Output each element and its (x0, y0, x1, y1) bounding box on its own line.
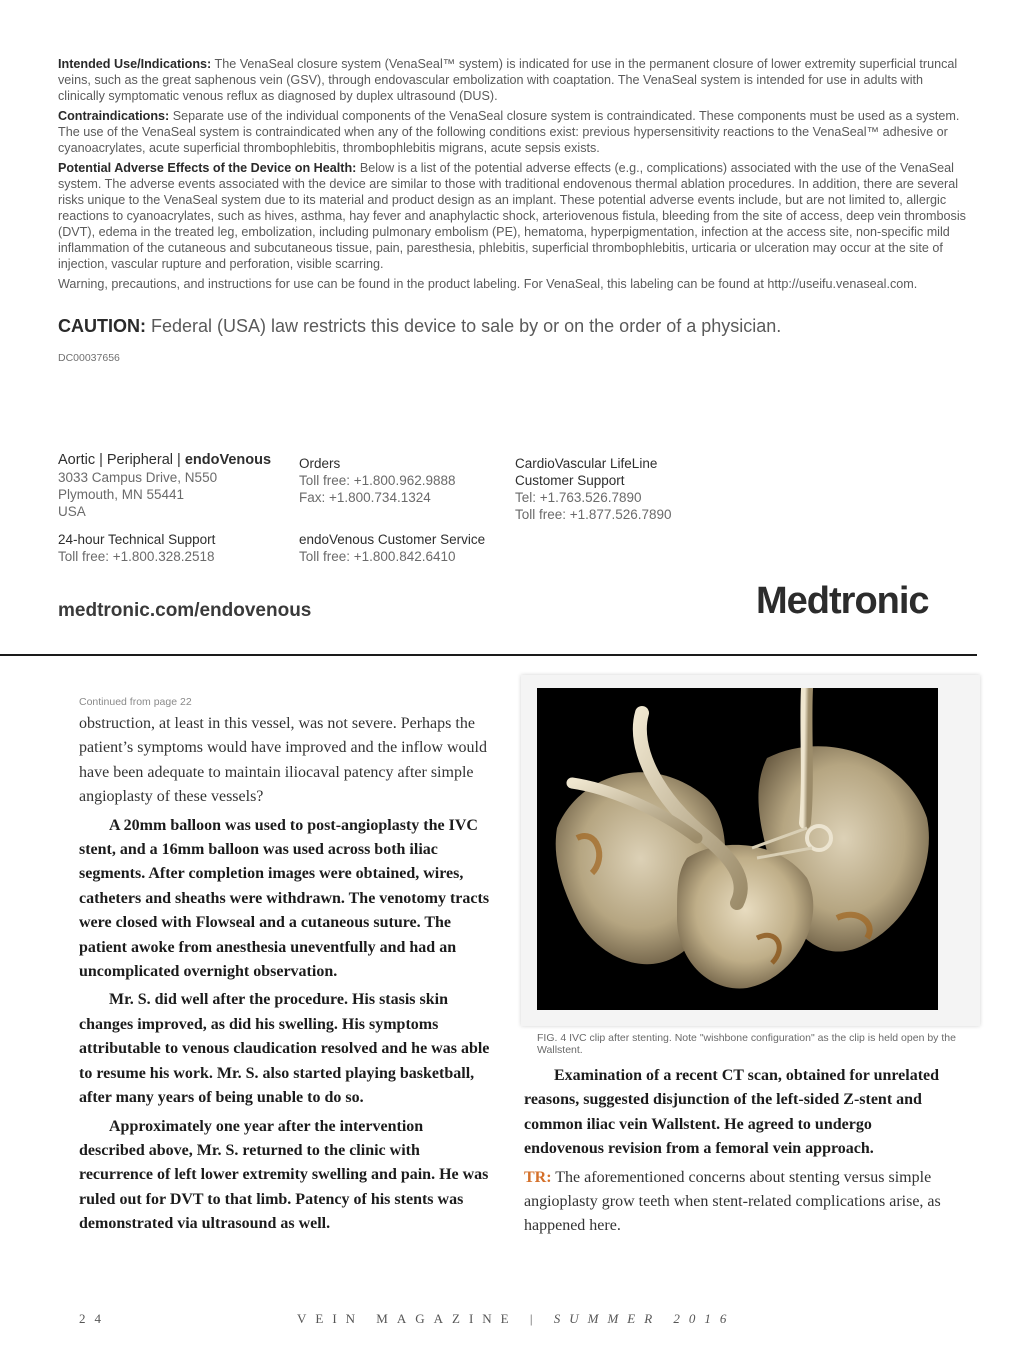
issue-label: SUMMER 2016 (553, 1311, 736, 1326)
contraindications-heading: Contraindications: (58, 109, 170, 123)
figure-caption: FIG. 4 IVC clip after stenting. Note "wishbone configuration" as the clip is held open by the Wallstent. (537, 1032, 956, 1056)
adverse-effects-heading: Potential Adverse Effects of the Device on Health: (58, 161, 357, 175)
intended-use-heading: Intended Use/Indications: (58, 57, 212, 71)
orders-line: Fax: +1.800.734.1324 (299, 490, 431, 505)
contraindications-paragraph (58, 108, 970, 156)
orders-heading: Orders (299, 456, 341, 471)
adverse-effects-text: Below is a list of the potential adverse effects (e.g., complications) associated with the use of the VenaSeal system. The adverse events associated with the device are similar to those with traditional endovenous thermal ablation procedures. In addition, there are several risks unique to the VenaSeal system due to its material and product design as an implant. These potential adverse events include, but are not limited to, allergic reactions to cyanoacrylates, such as hives, asthma, hay fever and anaphylactic shock, arteriovenous fistula, bleeding from the site of access, deep vein thrombosis (DVT), edema in the treated leg, embolization, including pulmonary embolism (PE), hematoma, hyperpigmentation, infection at the access site, non-specific mild inflammation of the cutaneous and subcutaneous tissue, pain, paresthesia, phlebitis, superficial thrombophlebitis, urticaria or ulceration may occur at the site of injection, vascular rupture and perforation, visible scarring. (58, 161, 966, 271)
indications-block (58, 56, 970, 296)
article-paragraph: obstruction, at least in this vessel, was not severe. Perhaps the patient’s symptoms would have improved and the inflow would have been adequate to maintain iliocaval patency after simple angioplasty of these vessels? (79, 715, 487, 806)
lifeline-contact (515, 455, 672, 523)
page-number: 24 (79, 1311, 110, 1326)
article-left-column (79, 712, 491, 1241)
lifeline-heading: Customer Support (515, 473, 625, 488)
caution-statement (58, 316, 781, 337)
tech-support-phone: Toll free: +1.800.328.2518 (58, 549, 215, 564)
article-right-column (524, 1064, 944, 1243)
tr-label: TR: (524, 1168, 552, 1186)
division-bold: endoVenous (184, 452, 272, 468)
warning-paragraph: Warning, precautions, and instructions for use can be found in the product labeling. For VenaSeal, this labeling can be found at http://useifu.venaseal.com. (58, 277, 918, 291)
customer-service-heading: endoVenous Customer Service (299, 532, 486, 547)
contraindications-text: Separate use of the individual components of the VenaSeal closure system is contraindicated. These components must be used as a system. The use of the VenaSeal system is contraindicated when any of the following conditions exist: previous hypersensitivity reactions to the VenaSeal™ adhesive or cyanoacrylates, acute superficial thrombophlebitis, thrombophlebitis migrans, acute sepsis exists. (58, 109, 960, 155)
customer-service-phone: Toll free: +1.800.842.6410 (299, 549, 456, 564)
lifeline-line: Tel: +1.763.526.7890 (515, 490, 642, 505)
ct-render-illustration (537, 688, 938, 1010)
adverse-effects-paragraph (58, 160, 970, 272)
medtronic-logo: Medtronic (756, 580, 929, 622)
address-line: Plymouth, MN 55441 (58, 487, 185, 502)
ct-scan-image (537, 688, 938, 1010)
intended-use-paragraph (58, 56, 970, 104)
document-code: DC00037656 (58, 352, 120, 364)
article-paragraph: Mr. S. did well after the procedure. His stasis skin changes improved, as did his swelling. His symptoms attributable to venous claudication resolved and he was able to resume his work. Mr. S. also started playing basketball, after many years of being unable to do so. (79, 991, 490, 1107)
section-divider (0, 654, 977, 656)
caution-label: CAUTION: (58, 316, 146, 336)
article-paragraph: Approximately one year after the intervention described above, Mr. S. returned to the clinic with recurrence of left lower extremity swelling and pain. He was ruled out for DVT to that limb. Patency of his stents was demonstrated via ultrasound as well. (79, 1117, 489, 1233)
article-paragraph: A 20mm balloon was used to post-angioplasty the IVC stent, and a 16mm balloon was used across both iliac segments. After completion images were obtained, wires, catheters and sheaths were withdrawn. The venotomy tracts were closed with Flowseal and a cutaneous suture. The patient awoke from anesthesia uneventfully and had an uncomplicated overnight observation. (79, 816, 490, 981)
lifeline-line: Toll free: +1.877.526.7890 (515, 507, 672, 522)
contact-address (58, 452, 271, 520)
address-line: USA (58, 504, 86, 519)
customer-service (299, 531, 485, 565)
intended-use-text: The VenaSeal closure system (VenaSeal™ system) is indicated for use in the permanent closure of lower extremity superficial truncal veins, such as the great saphenous vein (GSV), through endovascular embolization with coaptation. The VenaSeal system is intended for use in adults with clinically symptomatic venous reflux as diagnosed by duplex ultrasound (DUS). (58, 57, 958, 103)
tech-support-heading: 24-hour Technical Support (58, 532, 216, 547)
address-line: 3033 Campus Drive, N550 (58, 470, 218, 485)
magazine-credit (297, 1311, 735, 1327)
article-paragraph: Examination of a recent CT scan, obtained for unrelated reasons, suggested disjunction of the left-sided Z-stent and common iliac vein Wallstent. He agreed to undergo endovenous revision from a femoral vein approach. (524, 1067, 940, 1158)
continued-note: Continued from page 22 (79, 696, 192, 708)
caution-text: Federal (USA) law restricts this device to sale by or on the order of a physician. (146, 316, 782, 336)
website-url: medtronic.com/endovenous (58, 600, 312, 621)
technical-support (58, 531, 215, 565)
magazine-name: VEIN MAGAZINE (297, 1311, 518, 1326)
tr-paragraph (524, 1166, 944, 1239)
footer-separator: | (529, 1311, 542, 1326)
division-heading (58, 452, 271, 469)
orders-line: Toll free: +1.800.962.9888 (299, 473, 456, 488)
orders-contact (299, 455, 456, 506)
tr-text: The aforementioned concerns about stenting versus simple angioplasty grow teeth when stent-related complications arise, as happened here. (524, 1168, 941, 1235)
lifeline-heading: CardioVascular LifeLine (515, 456, 658, 471)
division-plain: Aortic | Peripheral | (58, 452, 185, 468)
